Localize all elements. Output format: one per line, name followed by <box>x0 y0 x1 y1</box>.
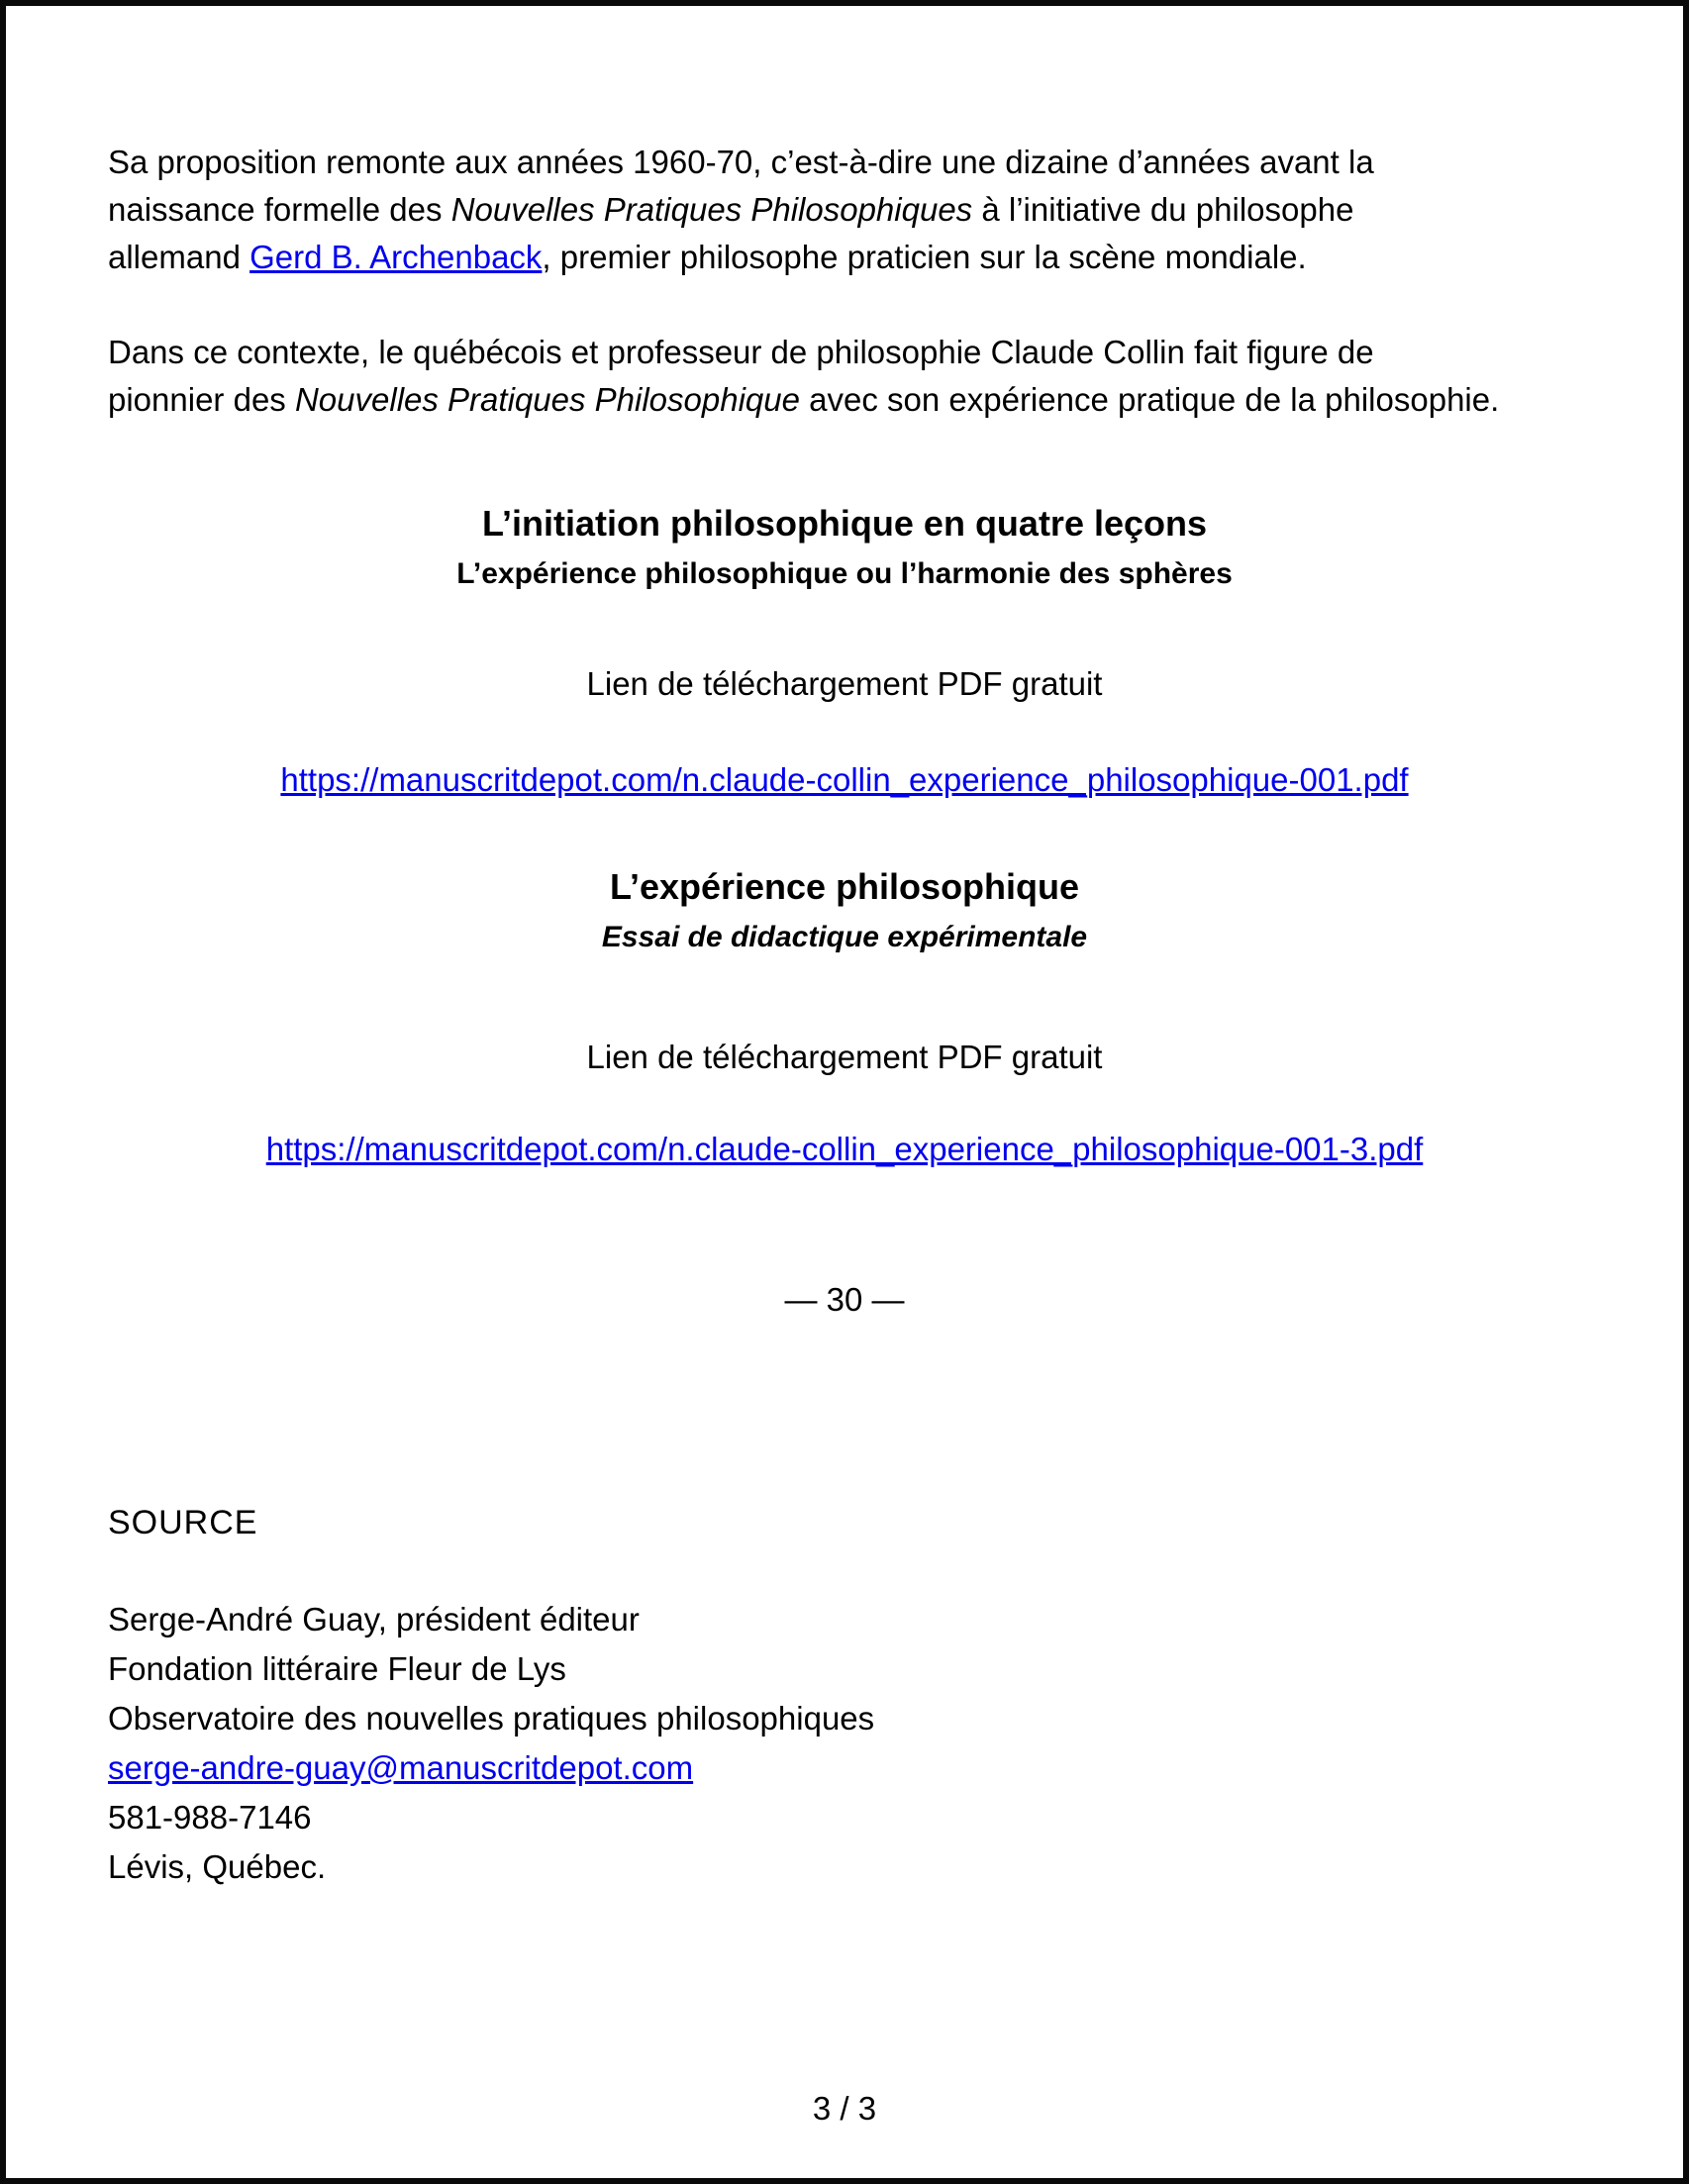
contact-email-link[interactable]: serge-andre-guay@manuscritdepot.com <box>108 1749 694 1786</box>
press-release-end-mark: — 30 — <box>784 1281 905 1318</box>
body-text: allemand <box>108 239 250 275</box>
body-text: à l’initiative du philosophe <box>972 191 1354 228</box>
contact-organization: Fondation littéraire Fleur de Lys <box>108 1650 566 1687</box>
book1-title: L’initiation philosophique en quatre leçons <box>481 503 1208 544</box>
italic-title-mention: Nouvelles Pratiques Philosophiques <box>450 191 973 228</box>
body-text: naissance formelle des <box>108 191 451 228</box>
contact-email-line <box>108 1743 1581 1793</box>
book2-download-label: Lien de téléchargement PDF gratuit <box>586 1039 1103 1075</box>
book1-download-label: Lien de téléchargement PDF gratuit <box>586 665 1103 702</box>
page-content <box>6 139 1683 1892</box>
contact-observatory: Observatoire des nouvelles pratiques philosophiques <box>108 1700 875 1737</box>
body-text: pionnier des <box>108 381 295 418</box>
italic-title-mention: Nouvelles Pratiques Philosophique <box>294 381 800 418</box>
book2-subtitle: Essai de didactique expérimentale <box>601 921 1088 953</box>
book1-link-line <box>108 756 1581 804</box>
book1-subtitle: L’expérience philosophique ou l’harmonie des sphères <box>456 557 1233 590</box>
page-number: 3 / 3 <box>812 2090 877 2127</box>
paragraph-line <box>108 329 1581 376</box>
book2-link-line <box>108 1126 1581 1173</box>
book1-pdf-link[interactable]: https://manuscritdepot.com/n.claude-collin_experience_philosophique-001.pdf <box>280 761 1409 798</box>
book2-title: L’expérience philosophique <box>609 866 1080 907</box>
paragraph-proposition <box>108 139 1581 281</box>
paragraph-line <box>108 376 1581 424</box>
contact-phone: 581-988-7146 <box>108 1799 312 1836</box>
body-text: avec son expérience pratique de la philosophie. <box>799 381 1500 418</box>
paragraph-contexte <box>108 329 1581 424</box>
contact-city: Lévis, Québec. <box>108 1848 327 1885</box>
gerd-archenback-link[interactable]: Gerd B. Archenback <box>249 239 543 275</box>
source-heading: SOURCE <box>108 1504 258 1541</box>
paragraph-line <box>108 186 1581 234</box>
paragraph-line <box>108 234 1581 281</box>
body-text: Sa proposition remonte aux années 1960-70, c’est-à-dire une dizaine d’années avant la <box>108 144 1374 180</box>
contact-block <box>108 1595 1581 1892</box>
book2-pdf-link[interactable]: https://manuscritdepot.com/n.claude-collin_experience_philosophique-001-3.pdf <box>265 1131 1424 1167</box>
body-text: , premier philosophe praticien sur la scène mondiale. <box>542 239 1307 275</box>
paragraph-line <box>108 139 1581 186</box>
body-text: Dans ce contexte, le québécois et professeur de philosophie Claude Collin fait figure de <box>108 334 1374 370</box>
contact-name: Serge-André Guay, président éditeur <box>108 1601 640 1638</box>
